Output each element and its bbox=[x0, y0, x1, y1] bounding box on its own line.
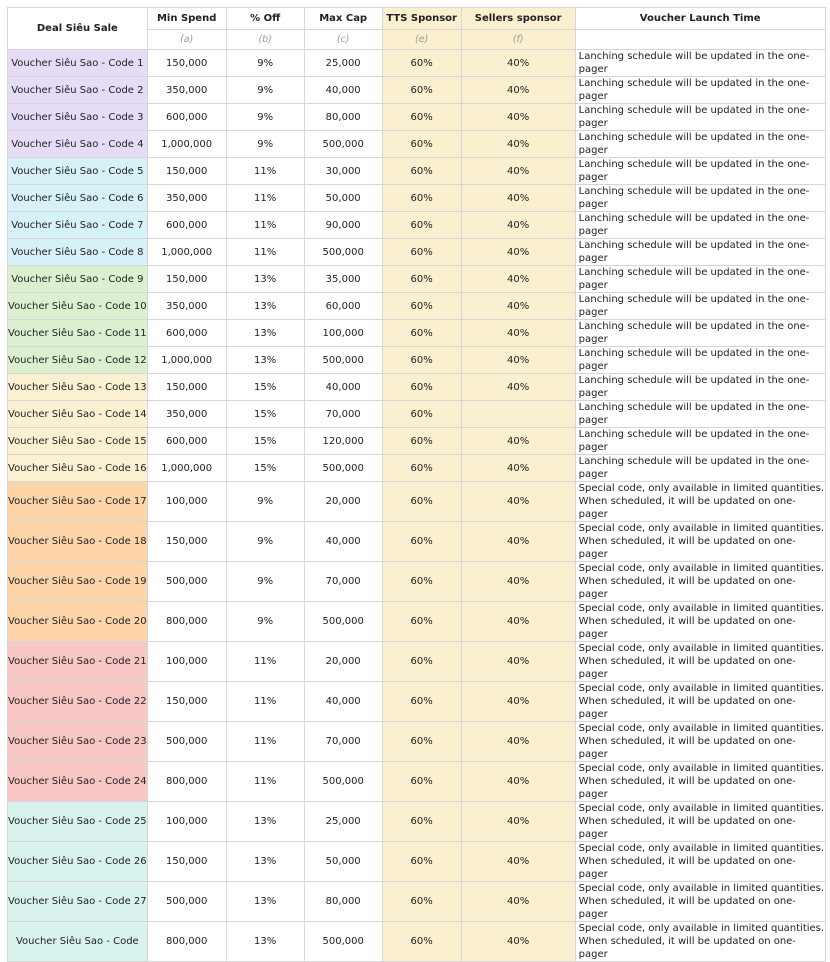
deal-name-cell: Voucher Siêu Sao - Code 12 bbox=[8, 347, 148, 374]
max-cap-cell: 40,000 bbox=[304, 77, 382, 104]
table-row bbox=[8, 158, 826, 185]
sellers-sponsor-cell: 40% bbox=[461, 347, 575, 374]
pct-off-cell: 13% bbox=[226, 802, 304, 842]
launch-time-cell: Special code, only available in limited quantities. When scheduled, it will be updated on one-pager bbox=[575, 842, 825, 882]
max-cap-cell: 500,000 bbox=[304, 602, 382, 642]
table-row bbox=[8, 762, 826, 802]
max-cap-cell: 90,000 bbox=[304, 212, 382, 239]
min-spend-cell: 350,000 bbox=[147, 401, 226, 428]
table-row bbox=[8, 428, 826, 455]
sellers-sponsor-cell: 40% bbox=[461, 562, 575, 602]
min-spend-cell: 800,000 bbox=[147, 762, 226, 802]
pct-off-cell: 9% bbox=[226, 522, 304, 562]
table-row bbox=[8, 882, 826, 922]
min-spend-cell: 150,000 bbox=[147, 522, 226, 562]
table-row bbox=[8, 131, 826, 158]
table-row bbox=[8, 266, 826, 293]
table-row bbox=[8, 77, 826, 104]
tts-sponsor-cell: 60% bbox=[382, 266, 461, 293]
tts-sponsor-cell: 60% bbox=[382, 602, 461, 642]
max-cap-cell: 100,000 bbox=[304, 320, 382, 347]
pct-off-cell: 11% bbox=[226, 762, 304, 802]
min-spend-cell: 500,000 bbox=[147, 722, 226, 762]
deal-name-cell: Voucher Siêu Sao - Code 7 bbox=[8, 212, 148, 239]
deal-name-cell: Voucher Siêu Sao - Code 21 bbox=[8, 642, 148, 682]
tts-sponsor-cell: 60% bbox=[382, 802, 461, 842]
launch-time-cell: Special code, only available in limited quantities. When scheduled, it will be updated on one-pager bbox=[575, 482, 825, 522]
min-spend-cell: 100,000 bbox=[147, 642, 226, 682]
launch-time-cell: Lanching schedule will be updated in the one-pager bbox=[575, 320, 825, 347]
pct-off-cell: 9% bbox=[226, 482, 304, 522]
sellers-sponsor-cell: 40% bbox=[461, 722, 575, 762]
deal-name-cell: Voucher Siêu Sao - Code 23 bbox=[8, 722, 148, 762]
launch-time-cell: Lanching schedule will be updated in the one-pager bbox=[575, 104, 825, 131]
pct-off-cell: 11% bbox=[226, 212, 304, 239]
min-spend-cell: 100,000 bbox=[147, 802, 226, 842]
sellers-sponsor-cell: 40% bbox=[461, 802, 575, 842]
deal-name-cell: Voucher Siêu Sao - Code 9 bbox=[8, 266, 148, 293]
max-cap-cell: 25,000 bbox=[304, 50, 382, 77]
launch-time-cell: Lanching schedule will be updated in the one-pager bbox=[575, 185, 825, 212]
min-spend-cell: 600,000 bbox=[147, 104, 226, 131]
pct-off-cell: 11% bbox=[226, 642, 304, 682]
tts-sponsor-cell: 60% bbox=[382, 50, 461, 77]
table-row bbox=[8, 374, 826, 401]
tts-sponsor-cell: 60% bbox=[382, 922, 461, 962]
min-spend-cell: 500,000 bbox=[147, 562, 226, 602]
min-spend-cell: 150,000 bbox=[147, 682, 226, 722]
table-row bbox=[8, 922, 826, 962]
deal-name-cell: Voucher Siêu Sao - Code 4 bbox=[8, 131, 148, 158]
sellers-sponsor-cell: 40% bbox=[461, 602, 575, 642]
sellers-sponsor-cell: 40% bbox=[461, 185, 575, 212]
max-cap-cell: 500,000 bbox=[304, 239, 382, 266]
tts-sponsor-cell: 60% bbox=[382, 722, 461, 762]
max-cap-cell: 80,000 bbox=[304, 104, 382, 131]
launch-time-cell: Special code, only available in limited quantities. When scheduled, it will be updated on one-pager bbox=[575, 722, 825, 762]
max-cap-cell: 35,000 bbox=[304, 266, 382, 293]
max-cap-cell: 25,000 bbox=[304, 802, 382, 842]
table-row bbox=[8, 642, 826, 682]
pct-off-cell: 13% bbox=[226, 347, 304, 374]
pct-off-cell: 11% bbox=[226, 722, 304, 762]
tts-sponsor-cell: 60% bbox=[382, 158, 461, 185]
deal-name-cell: Voucher Siêu Sao - Code 17 bbox=[8, 482, 148, 522]
sellers-sponsor-cell: 40% bbox=[461, 158, 575, 185]
pct-off-cell: 9% bbox=[226, 562, 304, 602]
launch-time-cell: Special code, only available in limited quantities. When scheduled, it will be updated on one-pager bbox=[575, 882, 825, 922]
tts-sponsor-cell: 60% bbox=[382, 374, 461, 401]
launch-time-cell: Lanching schedule will be updated in the one-pager bbox=[575, 77, 825, 104]
sellers-sponsor-cell: 40% bbox=[461, 131, 575, 158]
pct-off-cell: 13% bbox=[226, 882, 304, 922]
pct-off-cell: 11% bbox=[226, 682, 304, 722]
deal-name-cell: Voucher Siêu Sao - Code 19 bbox=[8, 562, 148, 602]
deal-name-cell: Voucher Siêu Sao - Code 22 bbox=[8, 682, 148, 722]
launch-time-cell: Lanching schedule will be updated in the one-pager bbox=[575, 293, 825, 320]
sellers-sponsor-cell: 40% bbox=[461, 842, 575, 882]
tts-sponsor-cell: 60% bbox=[382, 522, 461, 562]
pct-off-cell: 11% bbox=[226, 185, 304, 212]
tts-sponsor-cell: 60% bbox=[382, 842, 461, 882]
table-row bbox=[8, 212, 826, 239]
launch-time-cell: Special code, only available in limited quantities. When scheduled, it will be updated on one-pager bbox=[575, 762, 825, 802]
launch-time-cell: Lanching schedule will be updated in the one-pager bbox=[575, 401, 825, 428]
launch-time-cell: Special code, only available in limited quantities. When scheduled, it will be updated on one-pager bbox=[575, 602, 825, 642]
header-sellers-sponsor: Sellers sponsor bbox=[461, 8, 575, 30]
pct-off-cell: 15% bbox=[226, 374, 304, 401]
min-spend-cell: 150,000 bbox=[147, 842, 226, 882]
voucher-table bbox=[7, 7, 826, 962]
launch-time-cell: Lanching schedule will be updated in the one-pager bbox=[575, 239, 825, 266]
sellers-sponsor-cell: 40% bbox=[461, 428, 575, 455]
sellers-sponsor-cell: 40% bbox=[461, 50, 575, 77]
pct-off-cell: 15% bbox=[226, 428, 304, 455]
launch-time-cell: Lanching schedule will be updated in the one-pager bbox=[575, 428, 825, 455]
deal-name-cell: Voucher Siêu Sao - Code bbox=[8, 922, 148, 962]
tts-sponsor-cell: 60% bbox=[382, 482, 461, 522]
sellers-sponsor-cell: 40% bbox=[461, 77, 575, 104]
pct-off-cell: 13% bbox=[226, 320, 304, 347]
max-cap-cell: 70,000 bbox=[304, 722, 382, 762]
tts-sponsor-cell: 60% bbox=[382, 455, 461, 482]
deal-name-cell: Voucher Siêu Sao - Code 10 bbox=[8, 293, 148, 320]
deal-name-cell: Voucher Siêu Sao - Code 20 bbox=[8, 602, 148, 642]
min-spend-cell: 100,000 bbox=[147, 482, 226, 522]
min-spend-cell: 1,000,000 bbox=[147, 455, 226, 482]
min-spend-cell: 1,000,000 bbox=[147, 239, 226, 266]
sellers-sponsor-cell: 40% bbox=[461, 212, 575, 239]
min-spend-cell: 1,000,000 bbox=[147, 131, 226, 158]
table-row bbox=[8, 185, 826, 212]
min-spend-cell: 1,000,000 bbox=[147, 347, 226, 374]
max-cap-cell: 20,000 bbox=[304, 642, 382, 682]
launch-time-cell: Special code, only available in limited quantities. When scheduled, it will be updated on one-pager bbox=[575, 922, 825, 962]
deal-name-cell: Voucher Siêu Sao - Code 6 bbox=[8, 185, 148, 212]
max-cap-cell: 50,000 bbox=[304, 185, 382, 212]
table-row bbox=[8, 50, 826, 77]
deal-name-cell: Voucher Siêu Sao - Code 5 bbox=[8, 158, 148, 185]
pct-off-cell: 11% bbox=[226, 158, 304, 185]
deal-name-cell: Voucher Siêu Sao - Code 15 bbox=[8, 428, 148, 455]
sellers-sponsor-cell: 40% bbox=[461, 922, 575, 962]
sellers-sponsor-cell: 40% bbox=[461, 762, 575, 802]
max-cap-cell: 20,000 bbox=[304, 482, 382, 522]
sellers-sponsor-cell: 40% bbox=[461, 642, 575, 682]
deal-name-cell: Voucher Siêu Sao - Code 11 bbox=[8, 320, 148, 347]
tts-sponsor-cell: 60% bbox=[382, 185, 461, 212]
min-spend-cell: 350,000 bbox=[147, 77, 226, 104]
launch-time-cell: Lanching schedule will be updated in the one-pager bbox=[575, 212, 825, 239]
tts-sponsor-cell: 60% bbox=[382, 212, 461, 239]
launch-time-cell: Lanching schedule will be updated in the one-pager bbox=[575, 131, 825, 158]
deal-name-cell: Voucher Siêu Sao - Code 2 bbox=[8, 77, 148, 104]
pct-off-cell: 11% bbox=[226, 239, 304, 266]
min-spend-cell: 350,000 bbox=[147, 185, 226, 212]
pct-off-cell: 9% bbox=[226, 131, 304, 158]
deal-name-cell: Voucher Siêu Sao - Code 16 bbox=[8, 455, 148, 482]
header-min-spend: Min Spend bbox=[147, 8, 226, 30]
header-pct-off: % Off bbox=[226, 8, 304, 30]
max-cap-cell: 500,000 bbox=[304, 922, 382, 962]
deal-name-cell: Voucher Siêu Sao - Code 26 bbox=[8, 842, 148, 882]
tts-sponsor-cell: 60% bbox=[382, 682, 461, 722]
min-spend-cell: 150,000 bbox=[147, 158, 226, 185]
min-spend-cell: 150,000 bbox=[147, 374, 226, 401]
tts-sponsor-cell: 60% bbox=[382, 762, 461, 802]
sellers-sponsor-cell: 40% bbox=[461, 882, 575, 922]
sellers-sponsor-cell: 40% bbox=[461, 482, 575, 522]
launch-time-cell: Lanching schedule will be updated in the one-pager bbox=[575, 266, 825, 293]
subheader-empty bbox=[575, 30, 825, 50]
subheader-f: (f) bbox=[461, 30, 575, 50]
max-cap-cell: 70,000 bbox=[304, 562, 382, 602]
tts-sponsor-cell: 60% bbox=[382, 347, 461, 374]
launch-time-cell: Lanching schedule will be updated in the one-pager bbox=[575, 455, 825, 482]
sellers-sponsor-cell: 40% bbox=[461, 266, 575, 293]
launch-time-cell: Special code, only available in limited quantities. When scheduled, it will be updated on one-pager bbox=[575, 522, 825, 562]
min-spend-cell: 800,000 bbox=[147, 602, 226, 642]
tts-sponsor-cell: 60% bbox=[382, 428, 461, 455]
table-row bbox=[8, 722, 826, 762]
table-row bbox=[8, 455, 826, 482]
pct-off-cell: 9% bbox=[226, 104, 304, 131]
deal-name-cell: Voucher Siêu Sao - Code 25 bbox=[8, 802, 148, 842]
max-cap-cell: 500,000 bbox=[304, 762, 382, 802]
table-row bbox=[8, 522, 826, 562]
header-max-cap: Max Cap bbox=[304, 8, 382, 30]
deal-name-cell: Voucher Siêu Sao - Code 8 bbox=[8, 239, 148, 266]
sellers-sponsor-cell: 40% bbox=[461, 455, 575, 482]
pct-off-cell: 9% bbox=[226, 77, 304, 104]
max-cap-cell: 500,000 bbox=[304, 347, 382, 374]
table-row bbox=[8, 682, 826, 722]
deal-name-cell: Voucher Siêu Sao - Code 1 bbox=[8, 50, 148, 77]
tts-sponsor-cell: 60% bbox=[382, 131, 461, 158]
max-cap-cell: 40,000 bbox=[304, 522, 382, 562]
launch-time-cell: Lanching schedule will be updated in the one-pager bbox=[575, 50, 825, 77]
table-row bbox=[8, 347, 826, 374]
table-row bbox=[8, 104, 826, 131]
table-row bbox=[8, 602, 826, 642]
deal-name-cell: Voucher Siêu Sao - Code 14 bbox=[8, 401, 148, 428]
header-deal: Deal Siêu Sale bbox=[8, 8, 148, 50]
subheader-c: (c) bbox=[304, 30, 382, 50]
sellers-sponsor-cell: 40% bbox=[461, 320, 575, 347]
min-spend-cell: 800,000 bbox=[147, 922, 226, 962]
table-row bbox=[8, 482, 826, 522]
min-spend-cell: 350,000 bbox=[147, 293, 226, 320]
deal-name-cell: Voucher Siêu Sao - Code 3 bbox=[8, 104, 148, 131]
tts-sponsor-cell: 60% bbox=[382, 642, 461, 682]
launch-time-cell: Special code, only available in limited quantities. When scheduled, it will be updated on one-pager bbox=[575, 642, 825, 682]
pct-off-cell: 13% bbox=[226, 266, 304, 293]
sellers-sponsor-cell bbox=[461, 401, 575, 428]
pct-off-cell: 15% bbox=[226, 401, 304, 428]
table-body bbox=[8, 50, 826, 962]
max-cap-cell: 50,000 bbox=[304, 842, 382, 882]
min-spend-cell: 500,000 bbox=[147, 882, 226, 922]
tts-sponsor-cell: 60% bbox=[382, 401, 461, 428]
launch-time-cell: Lanching schedule will be updated in the one-pager bbox=[575, 374, 825, 401]
table-row bbox=[8, 293, 826, 320]
max-cap-cell: 500,000 bbox=[304, 131, 382, 158]
table-row bbox=[8, 842, 826, 882]
tts-sponsor-cell: 60% bbox=[382, 239, 461, 266]
sellers-sponsor-cell: 40% bbox=[461, 522, 575, 562]
sellers-sponsor-cell: 40% bbox=[461, 104, 575, 131]
tts-sponsor-cell: 60% bbox=[382, 562, 461, 602]
pct-off-cell: 15% bbox=[226, 455, 304, 482]
launch-time-cell: Lanching schedule will be updated in the one-pager bbox=[575, 158, 825, 185]
table-row bbox=[8, 802, 826, 842]
header-launch-time: Voucher Launch Time bbox=[575, 8, 825, 30]
sellers-sponsor-cell: 40% bbox=[461, 374, 575, 401]
max-cap-cell: 70,000 bbox=[304, 401, 382, 428]
launch-time-cell: Special code, only available in limited quantities. When scheduled, it will be updated on one-pager bbox=[575, 562, 825, 602]
max-cap-cell: 120,000 bbox=[304, 428, 382, 455]
pct-off-cell: 9% bbox=[226, 602, 304, 642]
max-cap-cell: 500,000 bbox=[304, 455, 382, 482]
tts-sponsor-cell: 60% bbox=[382, 882, 461, 922]
deal-name-cell: Voucher Siêu Sao - Code 18 bbox=[8, 522, 148, 562]
launch-time-cell: Special code, only available in limited quantities. When scheduled, it will be updated on one-pager bbox=[575, 802, 825, 842]
max-cap-cell: 40,000 bbox=[304, 374, 382, 401]
tts-sponsor-cell: 60% bbox=[382, 320, 461, 347]
table-row bbox=[8, 239, 826, 266]
min-spend-cell: 600,000 bbox=[147, 428, 226, 455]
header-tts-sponsor: TTS Sponsor bbox=[382, 8, 461, 30]
deal-name-cell: Voucher Siêu Sao - Code 24 bbox=[8, 762, 148, 802]
min-spend-cell: 600,000 bbox=[147, 212, 226, 239]
launch-time-cell: Special code, only available in limited quantities. When scheduled, it will be updated on one-pager bbox=[575, 682, 825, 722]
min-spend-cell: 600,000 bbox=[147, 320, 226, 347]
max-cap-cell: 40,000 bbox=[304, 682, 382, 722]
table-row bbox=[8, 401, 826, 428]
deal-name-cell: Voucher Siêu Sao - Code 13 bbox=[8, 374, 148, 401]
subheader-b: (b) bbox=[226, 30, 304, 50]
min-spend-cell: 150,000 bbox=[147, 50, 226, 77]
pct-off-cell: 13% bbox=[226, 922, 304, 962]
max-cap-cell: 80,000 bbox=[304, 882, 382, 922]
subheader-e: (e) bbox=[382, 30, 461, 50]
deal-name-cell: Voucher Siêu Sao - Code 27 bbox=[8, 882, 148, 922]
table-row bbox=[8, 562, 826, 602]
tts-sponsor-cell: 60% bbox=[382, 104, 461, 131]
launch-time-cell: Lanching schedule will be updated in the one-pager bbox=[575, 347, 825, 374]
tts-sponsor-cell: 60% bbox=[382, 293, 461, 320]
min-spend-cell: 150,000 bbox=[147, 266, 226, 293]
table-row bbox=[8, 320, 826, 347]
sellers-sponsor-cell: 40% bbox=[461, 682, 575, 722]
pct-off-cell: 13% bbox=[226, 842, 304, 882]
subheader-a: (a) bbox=[147, 30, 226, 50]
tts-sponsor-cell: 60% bbox=[382, 77, 461, 104]
pct-off-cell: 9% bbox=[226, 50, 304, 77]
max-cap-cell: 60,000 bbox=[304, 293, 382, 320]
max-cap-cell: 30,000 bbox=[304, 158, 382, 185]
sellers-sponsor-cell: 40% bbox=[461, 239, 575, 266]
sellers-sponsor-cell: 40% bbox=[461, 293, 575, 320]
pct-off-cell: 13% bbox=[226, 293, 304, 320]
